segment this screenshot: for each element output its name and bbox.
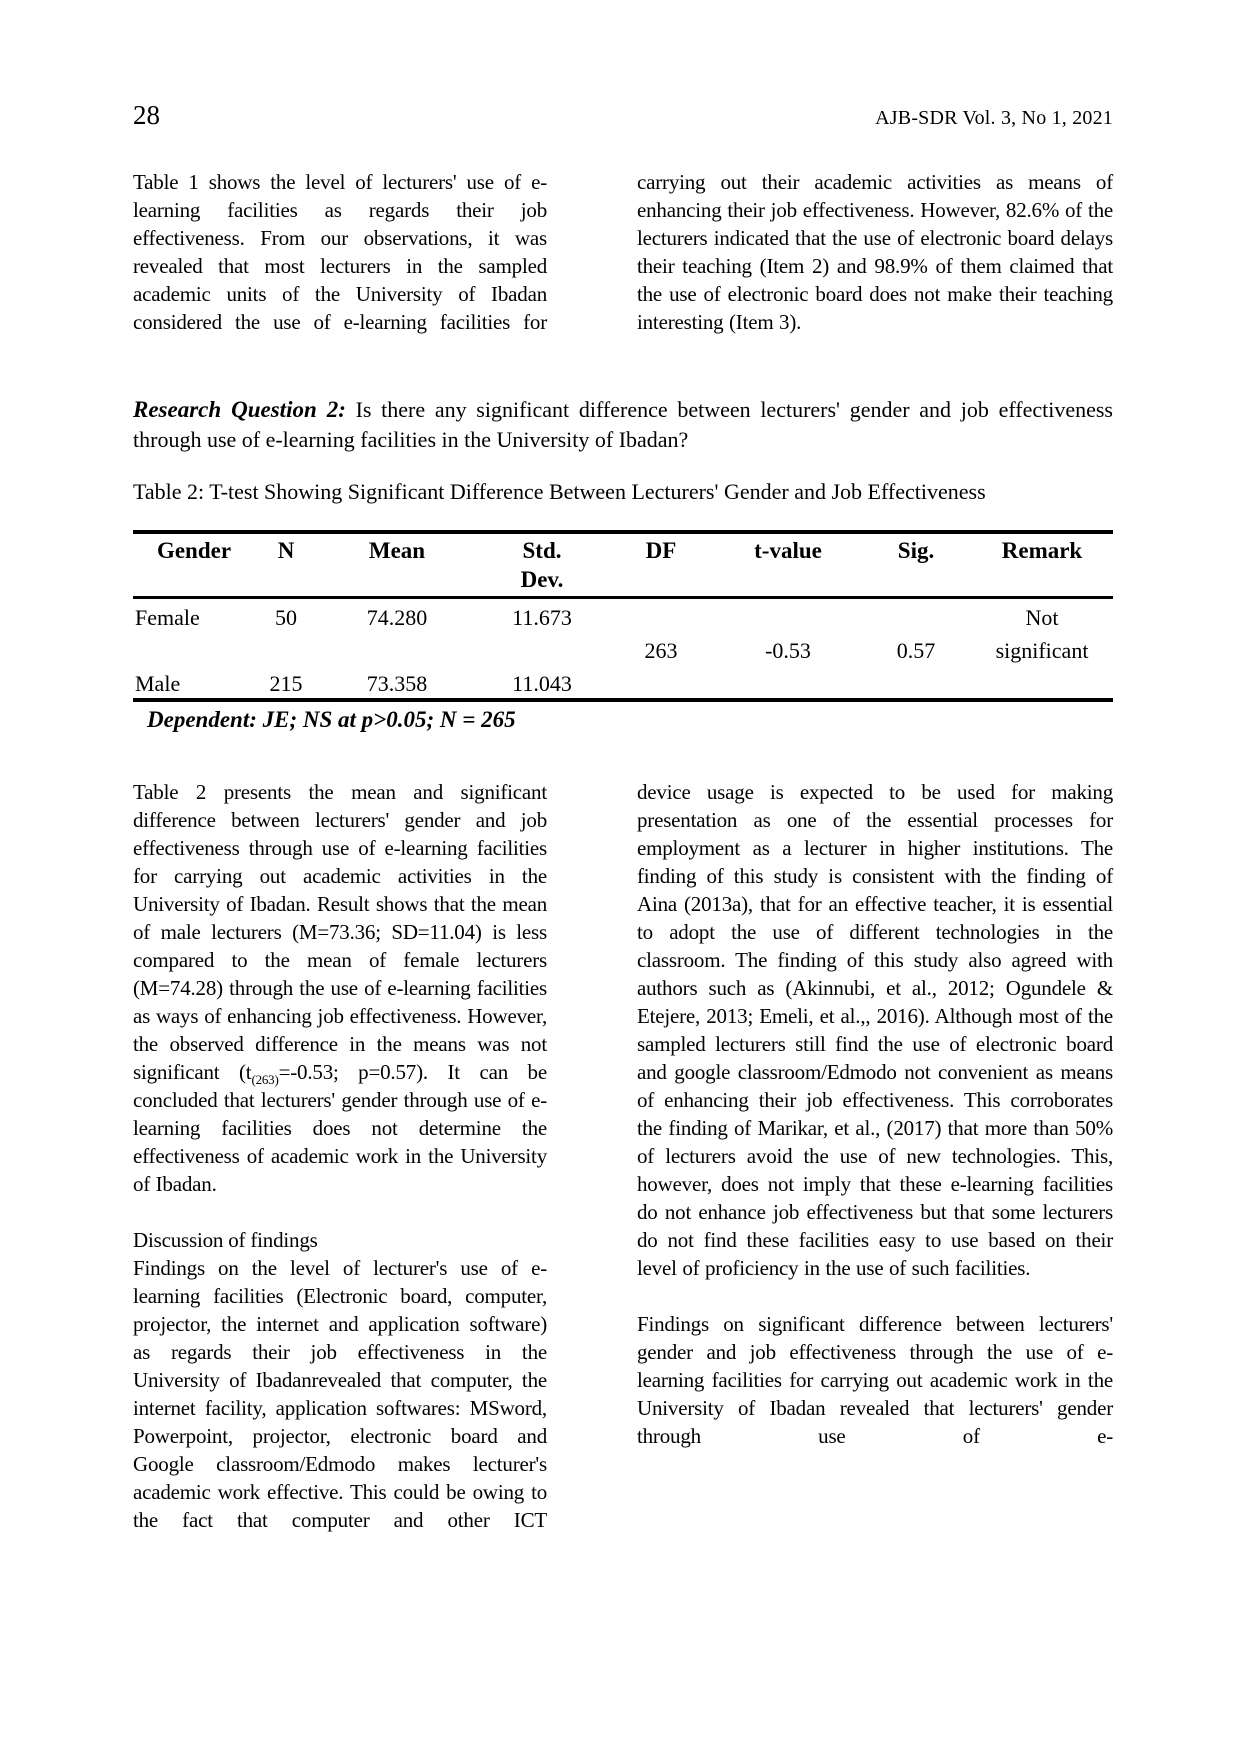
body-left-paragraph-1 xyxy=(133,778,547,1198)
cell-female-gender: Female xyxy=(135,605,200,630)
col-header-remark: Remark xyxy=(1001,538,1083,563)
paper-page xyxy=(133,100,1113,1534)
body-left-column xyxy=(133,778,547,1534)
p1-text-before: Table 2 presents the mean and significant difference between lecturers' gender and job effectiveness through use of e-learning facilities for carrying out academic activities in the University of Ibadan. Result shows that the mean of male lecturers (M=73.36; SD=11.04) is less compared to the mean of female lecturers (M=74.28) through the use of e-learning facilities as ways of enhancing job effectiveness. However, the observed difference in the means was not significant (t xyxy=(133,780,547,1084)
cell-empty xyxy=(255,632,317,665)
body-section xyxy=(133,778,1113,1534)
col-header-mean: Mean xyxy=(368,538,426,563)
col-header-sig: Sig. xyxy=(897,538,935,563)
cell-test-df: 263 xyxy=(644,638,678,663)
cell-empty xyxy=(477,632,607,665)
discussion-heading: Discussion of findings xyxy=(133,1228,318,1252)
intro-section xyxy=(133,168,1113,336)
table-row-male xyxy=(133,665,1113,700)
cell-male-gender: Male xyxy=(135,671,181,696)
cell-empty xyxy=(861,598,971,633)
col-header-gender: Gender xyxy=(156,538,232,563)
body-right-paragraph-1: device usage is expected to be used for making presentation as one of the essential processes for employment as a lecturer in higher institutions. The finding of this study is consistent with the finding of Aina (2013a), that for an effective teacher, it is essential to adopt the use of different technologies in the classroom. The finding of this study also agreed with authors such as (Akinnubi, et al., 2012; Ogundele & Etejere, 2013; Emeli, et al.,, 2016). Although most of the sampled lecturers still find the use of electronic board and google classroom/Edmodo not convenient as means of enhancing their job effectiveness. This corroborates the finding of Marikar, et al., (2017) that more than 50% of lecturers avoid the use of new technologies. This, however, does not imply that these e-learning facilities do not enhance job effectiveness but that some lecturers do not find these facilities easy to use based on their level of proficiency in the use of such facilities. xyxy=(637,780,1113,1280)
table-row-female xyxy=(133,598,1113,633)
cell-remark-line1: Not xyxy=(1025,605,1059,630)
cell-male-n: 215 xyxy=(269,671,303,696)
research-question-label: Research Question 2: xyxy=(133,397,346,422)
cell-empty xyxy=(133,632,255,665)
col-header-n: N xyxy=(277,538,295,563)
intro-right-paragraph: carrying out their academic activities as means of enhancing their job effectiveness. However, 82.6% of the lecturers indicated that the use of electronic board delays their teaching (Item 2) and 98.9% of them claimed that the use of electronic board does not make their teaching interesting (Item 3). xyxy=(637,170,1113,334)
cell-female-mean: 74.280 xyxy=(366,605,428,630)
page-number: 28 xyxy=(133,100,160,130)
col-header-t-value: t-value xyxy=(754,538,822,563)
col-header-std-line2: Dev. xyxy=(520,567,564,592)
col-header-df: DF xyxy=(645,538,677,563)
journal-header: AJB-SDR Vol. 3, No 1, 2021 xyxy=(875,107,1113,129)
cell-remark-line2: significant xyxy=(995,638,1089,663)
research-question xyxy=(133,395,1113,455)
col-header-std-dev xyxy=(477,532,607,598)
col-header-std-line1: Std. xyxy=(522,538,562,563)
t-test-table xyxy=(133,530,1113,702)
table-caption: Table 2: T-test Showing Significant Difference Between Lecturers' Gender and Job Effectiveness xyxy=(133,479,986,504)
cell-empty xyxy=(715,598,861,633)
research-question-text: Is there any significant difference between lecturers' gender and job effectiveness through use of e-learning facilities in the University of Ibadan? xyxy=(133,397,1113,452)
cell-empty xyxy=(317,632,477,665)
cell-empty xyxy=(607,598,715,633)
cell-female-std: 11.673 xyxy=(512,605,572,630)
body-left-paragraph-2: Findings on the level of lecturer's use of e-learning facilities (Electronic board, computer, projector, the internet and application software) as regards their job effectiveness in the University of Ibadanrevealed that computer, the internet facility, application softwares: MSword, Powerpoint, projector, electronic board and Google classroom/Edmodo makes lecturer's academic work effective. This could be owing to the fact that computer and other ICT xyxy=(133,1256,547,1532)
body-right-column xyxy=(637,778,1113,1534)
cell-empty xyxy=(715,665,861,700)
page-header xyxy=(133,100,1113,144)
table-footnote: Dependent: JE; NS at p>0.05; N = 265 xyxy=(147,707,516,732)
cell-male-mean: 73.358 xyxy=(366,671,428,696)
table-header-row xyxy=(133,532,1113,598)
cell-test-t-value: -0.53 xyxy=(765,638,811,663)
cell-female-n: 50 xyxy=(275,605,297,630)
cell-empty xyxy=(971,665,1113,700)
cell-empty xyxy=(607,665,715,700)
cell-empty xyxy=(861,665,971,700)
body-right-paragraph-2: Findings on significant difference between lecturers' gender and job effectiveness through the use of e-learning facilities for carrying out academic work in the University of Ibadan revealed that lecturers' gender through use of e- xyxy=(637,1312,1113,1448)
cell-test-sig: 0.57 xyxy=(896,638,936,663)
t-subscript: (263) xyxy=(251,1072,279,1087)
cell-male-std: 11.043 xyxy=(512,671,572,696)
intro-left-paragraph: Table 1 shows the level of lecturers' use of e-learning facilities as regards their job effectiveness. From our observations, it was revealed that most lecturers in the sampled academic units of the University of Ibadan considered the use of e-learning facilities for xyxy=(133,170,547,334)
p1-text-after: =-0.53; p=0.57). It can be concluded that lecturers' gender through use of e-learning facilities does not determine the effectiveness of academic work in the University of Ibadan. xyxy=(133,1060,547,1196)
table-row-test xyxy=(133,632,1113,665)
